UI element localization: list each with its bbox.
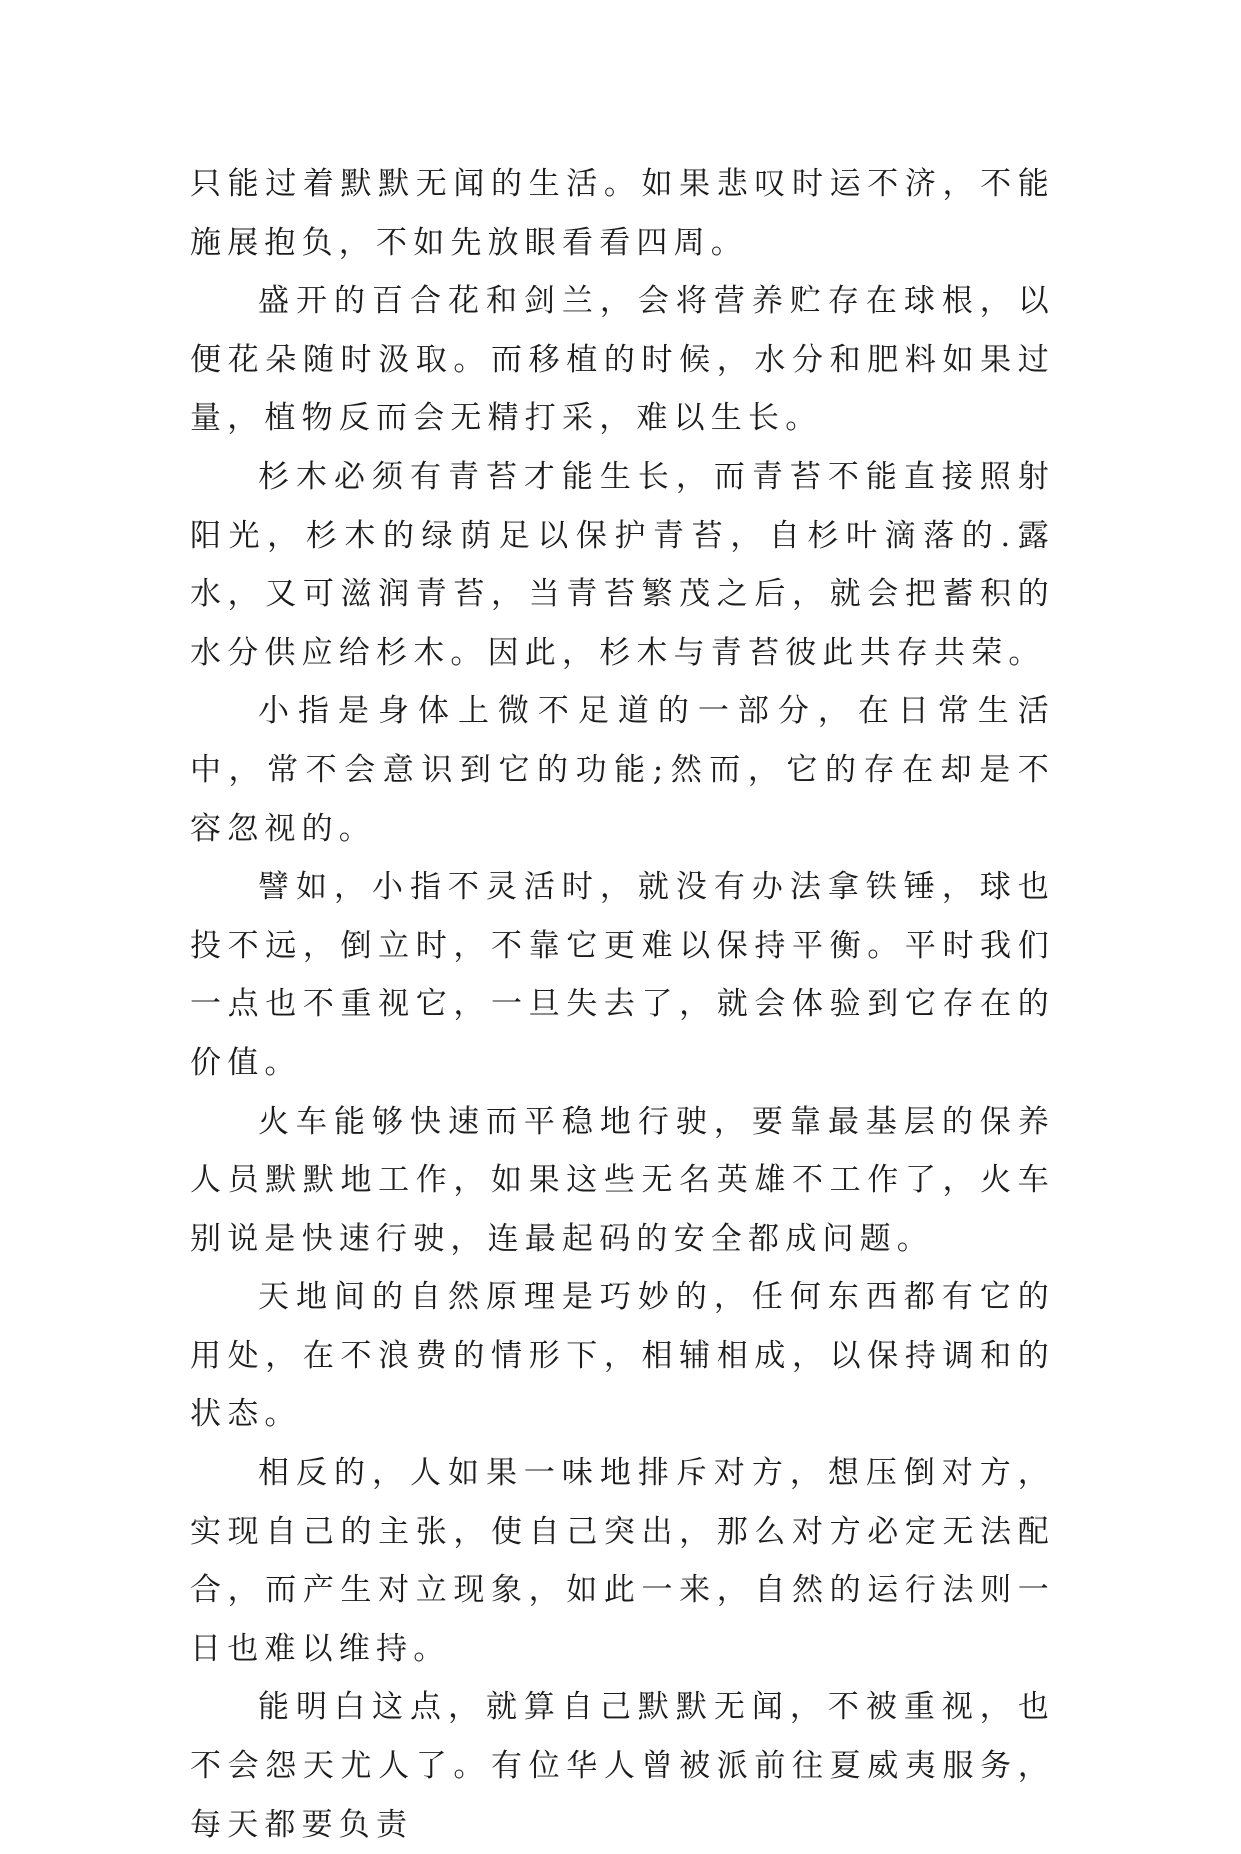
paragraph: 盛开的百合花和剑兰，会将营养贮存在球根，以便花朵随时汲取。而移植的时候，水分和肥料如果过量，植物反而会无精打采，难以生长。 (190, 283, 1055, 437)
paragraph: 火车能够快速而平稳地行驶，要靠最基层的保养人员默默地工作，如果这些无名英雄不工作了，火车别说是快速行驶，连最起码的安全都成问题。 (190, 1103, 1055, 1257)
paragraph: 相反的，人如果一味地排斥对方，想压倒对方，实现自己的主张，使自己突出，那么对方必定无法配合，而产生对立现象，如此一来，自然的运行法则一日也难以维持。 (190, 1455, 1055, 1667)
paragraph: 譬如，小指不灵活时，就没有办法拿铁锤，球也投不远，倒立时，不靠它更难以保持平衡。平时我们一点也不重视它，一旦失去了，就会体验到它存在的价值。 (190, 869, 1055, 1081)
paragraph: 小指是身体上微不足道的一部分，在日常生活中，常不会意识到它的功能;然而，它的存在却是不容忽视的。 (190, 693, 1055, 847)
paragraph: 天地间的自然原理是巧妙的，任何东西都有它的用处，在不浪费的情形下，相辅相成，以保持调和的状态。 (190, 1279, 1055, 1433)
paragraph: 只能过着默默无闻的生活。如果悲叹时运不济，不能施展抱负，不如先放眼看看四周。 (190, 166, 1055, 261)
document-page (190, 155, 1055, 1854)
paragraph: 杉木必须有青苔才能生长，而青苔不能直接照射阳光，杉木的绿荫足以保护青苔，自杉叶滴落的.露水，又可滋润青苔，当青苔繁茂之后，就会把蓄积的水分供应给杉木。因此，杉木与青苔彼此共存共荣。 (190, 458, 1055, 671)
paragraph: 能明白这点，就算自己默默无闻，不被重视，也不会怨天尤人了。有位华人曾被派前往夏威夷服务，每天都要负责 (190, 1689, 1055, 1843)
